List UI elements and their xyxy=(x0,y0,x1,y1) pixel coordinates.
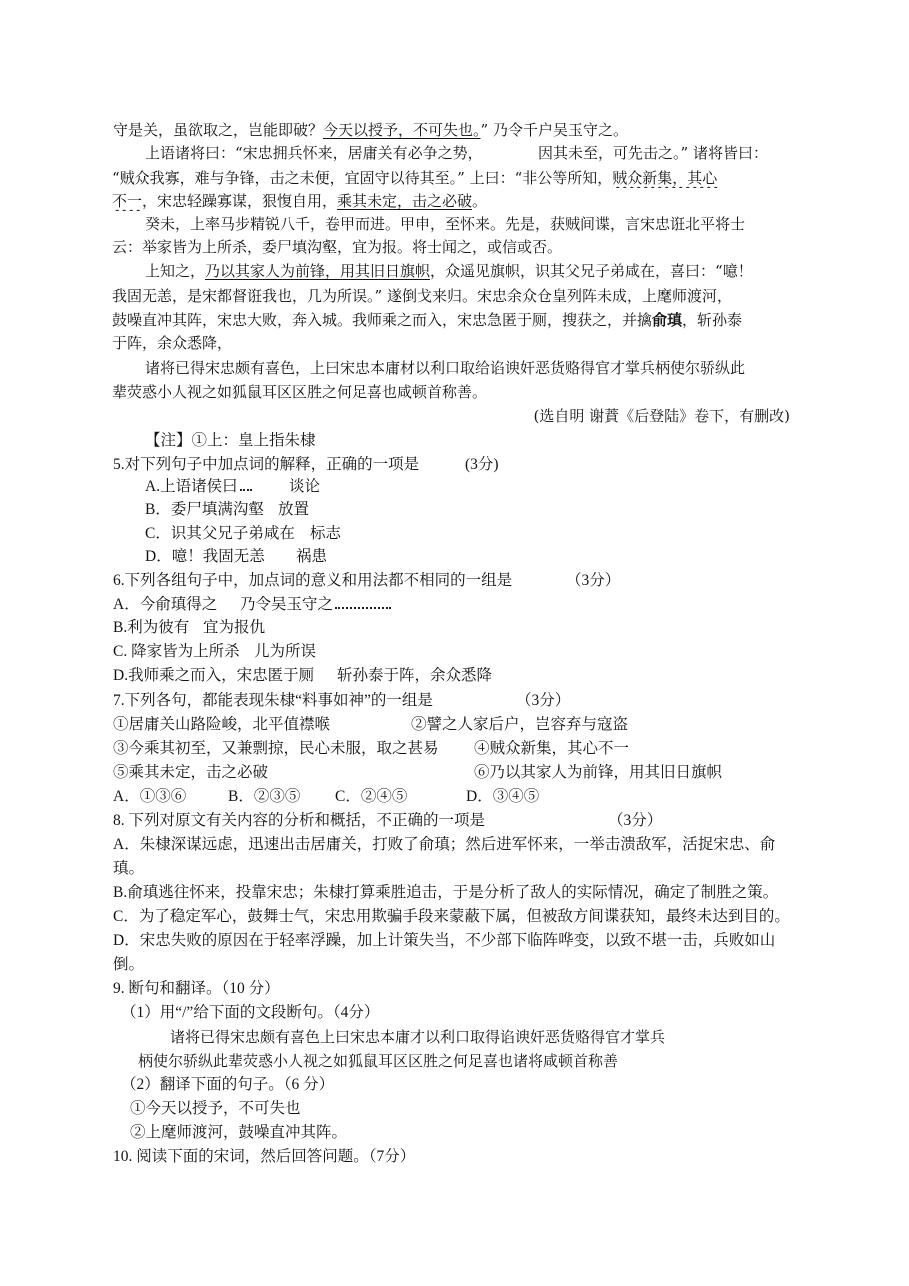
q7-item: ①居庸关山路险峻，北平值襟喉 xyxy=(113,716,331,733)
option-sentence: A.上语诸侯曰 xyxy=(145,478,238,495)
q7-item: ⑤乘其未定，击之必破 xyxy=(113,764,269,781)
passage-text: ，斩孙泰 xyxy=(682,311,743,329)
q7-item: ④贼众新集，其心不一 xyxy=(474,740,630,757)
q8-option-d: D．宋忠失败的原因在于轻率浮躁，加上计策失当，不少部下临阵哗变，以致不堪一击，兵败如山 xyxy=(113,932,776,949)
q7-score: （3分） xyxy=(516,692,571,709)
annotation-note: 【注】①上：皇上指朱棣 xyxy=(145,432,316,449)
q6-option-b-second: 宜为报仇 xyxy=(203,619,266,636)
passage-text: “贼众我寡，难与争锋，击之未便，宜固守以待其至。” 上曰：“非公等所知， xyxy=(112,169,613,187)
q8-stem: 8. 下列对原文有关内容的分析和概括，不正确的一项是 xyxy=(113,812,486,829)
underlined-text: 贼众新集，其心 xyxy=(612,169,718,187)
q5-option-b-meaning: 放置 xyxy=(278,501,310,518)
q5-option-a-meaning: 谈论 xyxy=(289,478,321,495)
q8-score: （3分） xyxy=(608,812,663,829)
q5-score: (3分) xyxy=(465,456,499,473)
passage-line xyxy=(113,120,879,140)
option-sentence: 乃令吴玉守之 xyxy=(240,596,334,613)
q7-stem: 7.下列各句，都能表现朱棣“料事如神”的一组是 xyxy=(113,692,433,709)
q6-stem: 6.下列各组句子中，加点词的意义和用法都不相同的一组是 xyxy=(113,572,513,589)
passage-text: 诸将已得宋忠颇有喜色，上曰宋忠本庸材以利口取给谄谀奸恶货赂得官才掌兵柄使尔骄纵此 xyxy=(145,359,746,377)
passage-line xyxy=(112,168,879,188)
q9-part1-text: 诸将已得宋忠颇有喜色上曰宋忠本庸才以利口取得谄谀奸恶货赂得官才掌兵 xyxy=(170,1028,666,1046)
underlined-text: 不一 xyxy=(112,192,143,210)
q5-option-b: B．委尸填满沟壑 xyxy=(145,501,264,518)
emphasis-dots xyxy=(240,485,252,491)
q6-option-a-second xyxy=(240,595,879,615)
q9-stem: 9. 断句和翻译。（10 分） xyxy=(113,980,280,997)
passage-text: ，宋忠轻躁寡谋，狠愎自用， xyxy=(142,192,338,210)
passage-text: ” 乃令千户吴玉守之。 xyxy=(480,121,628,139)
passage-line xyxy=(112,310,879,330)
passage-line xyxy=(145,214,879,234)
q5-option-a xyxy=(145,477,284,497)
q8-option-a-cont: 瑱。 xyxy=(113,860,145,877)
passage-text: 因其未至，可先击之。” 诸将皆曰： xyxy=(538,144,768,162)
passage-text: 癸未，上率马步精锐八千，卷甲而进。甲申，至怀来。先是，获贼间谍，言宋忠诳北平将士 xyxy=(145,215,746,233)
q6-option-c-second: 儿为所误 xyxy=(254,643,317,660)
q6-option-a-first xyxy=(113,595,237,615)
q7-item: ③今乘其初至，又兼剽掠，民心未服，取之甚易 xyxy=(113,740,439,757)
passage-text: 于阵，余众悉降， xyxy=(112,334,233,352)
q6-score: （3分） xyxy=(566,572,621,589)
q5-option-c-meaning: 标志 xyxy=(310,525,342,542)
q7-option-b: B．②③⑤ xyxy=(228,788,301,805)
q5-option-c: C．识其父兄子弟咸在 xyxy=(145,525,295,542)
passage-text: 上知之， xyxy=(145,262,206,280)
passage-line xyxy=(112,286,879,306)
q5-stem: 5.对下列句子中加点词的解释，正确的一项是 xyxy=(113,456,420,473)
q8-option-b: B.俞瑱逃往怀来，投靠宋忠；朱棣打算乘胜追击，于是分析了敌人的实际情况，确定了制胜之策。 xyxy=(113,884,779,901)
passage-line xyxy=(112,382,879,402)
passage-text: 云：举家皆为上所杀，委尸填沟壑，宜为报。将士闻之，或信或否。 xyxy=(112,238,563,256)
underlined-text: 乃以其家人为前锋，用其旧日旗帜 xyxy=(205,262,431,280)
passage-text: ，众遥见旗帜，识其父兄子弟咸在，喜曰：“噫！ xyxy=(430,262,753,280)
q6-option-c-first: C. 降家皆为上所杀 xyxy=(113,643,240,660)
q8-option-d-cont: 倒。 xyxy=(113,956,145,973)
passage-text: 我固无恙，是宋都督诳我也，几为所误。” 遂倒戈来归。宋忠余众仓皇列阵未成，上麾师渡河， xyxy=(112,287,732,305)
q9-part2-sentence: ①今天以授予，不可失也 xyxy=(130,1100,301,1117)
emphasis-dots xyxy=(335,603,391,609)
q5-option-d: D．噫！我固无恙 xyxy=(145,548,265,565)
source-citation: (选自明 谢蕡《后登陆》卷下，有删改) xyxy=(533,407,790,425)
q8-option-c: C．为了稳定军心，鼓舞士气，宋忠用欺骗手段来蒙蔽下属，但被敌方间谍获知，最终未达到目的。 xyxy=(113,908,790,925)
q9-part2-stem: （2）翻译下面的句子。（6 分） xyxy=(121,1076,335,1093)
passage-line xyxy=(112,237,879,257)
passage-text: 鼓噪直冲其阵，宋忠大败，奔入城。我师乘之而入，宋忠急匿于厕，搜获之，并擒 xyxy=(112,311,653,329)
passage-text: 守是关，虽欲取之，岂能即破？ xyxy=(113,121,324,139)
passage-text: 。 xyxy=(472,192,488,210)
q8-option-a: A．朱棣深谋远虑，迅速出击居庸关，打败了俞瑱；然后进军怀来，一举击溃敌军，活捉宋忠、俞 xyxy=(113,836,776,853)
q9-part1-stem: （1）用“/”给下面的文段断句。（4分） xyxy=(121,1004,380,1021)
passage-line xyxy=(145,358,879,378)
q9-part1-text: 柄使尔骄纵此辈荧惑小人视之如狐鼠耳区区胜之何足喜也诸将咸顿首称善 xyxy=(138,1052,619,1070)
bold-text: 俞瑱 xyxy=(652,311,683,329)
q9-part2-sentence: ②上麾师渡河，鼓噪直冲其阵。 xyxy=(130,1124,348,1141)
q6-option-b-first: B.利为彼有 xyxy=(113,619,190,636)
q7-option-d: D．③④⑤ xyxy=(466,788,540,805)
passage-text: 辈荧惑小人视之如狐鼠耳区区胜之何足喜也咸顿首称善。 xyxy=(112,383,488,401)
passage-line-continued xyxy=(538,143,879,163)
q7-option-a: A．①③⑥ xyxy=(113,788,187,805)
option-sentence: A．今俞瑱得之 xyxy=(113,596,218,613)
q6-option-d-second: 斩孙泰于阵，余众悉降 xyxy=(337,667,493,684)
q5-option-d-meaning: 祸患 xyxy=(296,548,328,565)
passage-line xyxy=(112,333,879,353)
q7-item: ②譬之人家后户，岂容弃与寇盗 xyxy=(411,716,629,733)
q7-option-c: C．②④⑤ xyxy=(335,788,408,805)
q7-item: ⑥乃以其家人为前锋，用其旧日旗帜 xyxy=(474,764,723,781)
underlined-text: 今天以授予，不可失也。 xyxy=(323,121,481,139)
passage-line xyxy=(112,191,879,211)
q10-stem: 10. 阅读下面的宋词，然后回答问题。（7分） xyxy=(113,1148,416,1165)
passage-line xyxy=(145,261,879,281)
passage-line xyxy=(145,143,529,163)
underlined-text: 乘其未定，击之必破 xyxy=(337,192,473,210)
passage-text: 上语诸将曰：“宋忠拥兵怀来，居庸关有必争之势， xyxy=(145,144,483,162)
q6-option-d-first: D.我师乘之而入，宋忠匿于厕 xyxy=(113,667,315,684)
